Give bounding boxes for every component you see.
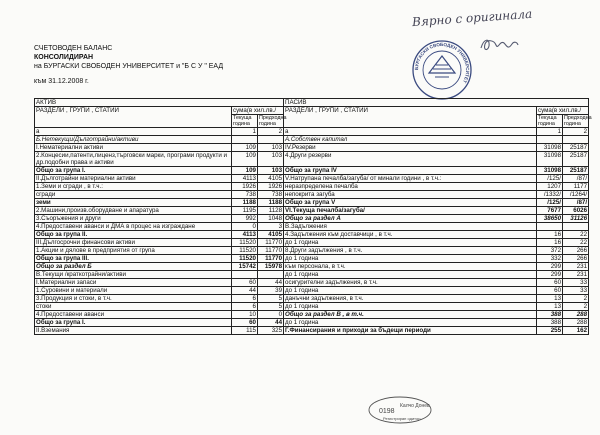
table-row — [35, 231, 589, 239]
pasiv-prev-value — [563, 136, 589, 144]
report-title: СЧЕТОВОДЕН БАЛАНС — [34, 45, 113, 52]
aktiv-prev-value: 4105 — [258, 231, 284, 239]
aktiv-item-label: 2.Концесии,патенти,лиценз,търговски марки, програми продукти и др.подобни права и активи — [35, 152, 232, 167]
pasiv-current-value: /125/ — [537, 175, 563, 183]
table-row — [35, 215, 589, 223]
pasiv-current-value — [537, 136, 563, 144]
table-row — [35, 311, 589, 319]
pasiv-prev-value: 2 — [563, 303, 589, 311]
aktiv-current-value: 1195 — [232, 207, 258, 215]
pasiv-current-value: 13 — [537, 295, 563, 303]
pasiv-item-label: 8.Други задължения , в т.ч. — [284, 247, 537, 255]
aktiv-prev-value: 103 — [258, 152, 284, 167]
aktiv-item-label: стоки — [35, 303, 232, 311]
pasiv-current-value: 299 — [537, 271, 563, 279]
pasiv-current-value: 372 — [537, 247, 563, 255]
aktiv-prev-value: 15978 — [258, 263, 284, 271]
aktiv-current-value: 60 — [232, 319, 258, 327]
aktiv-current-value: 992 — [232, 215, 258, 223]
pasiv-current-value: 31098 — [537, 144, 563, 152]
aktiv-prev-value: 4105 — [258, 175, 284, 183]
index-row-2: 2 — [258, 128, 284, 136]
pasiv-prev-value: 25187 — [563, 152, 589, 167]
aktiv-current-year-header: Текуща година — [232, 115, 258, 128]
pasiv-current-value: 60 — [537, 287, 563, 295]
index-row-a: а — [35, 128, 232, 136]
report-header — [34, 44, 223, 86]
aktiv-prev-value: 1926 — [258, 183, 284, 191]
entity-name: на БУРГАСКИ СВОБОДЕН УНИВЕРСИТЕТ и "Б С У " ЕАД — [34, 63, 224, 70]
pasiv-item-label: Общо за група V — [284, 199, 537, 207]
pasiv-prev-value — [563, 223, 589, 231]
aktiv-prev-value: 103 — [258, 144, 284, 152]
pasiv-item-label: 4.Задължения към доставчици , в т.ч. — [284, 231, 537, 239]
aktiv-item-label: 4.Предоставени аванси и ДМА в процес на изграждане — [35, 223, 232, 231]
pasiv-prev-value: 31126 — [563, 215, 589, 223]
table-row — [35, 175, 589, 183]
aktiv-item-label: земи — [35, 199, 232, 207]
table-row — [35, 287, 589, 295]
pasiv-item-label: В.Задължения — [284, 223, 537, 231]
pasiv-prev-year-header: Предходна година — [564, 115, 592, 127]
pasiv-heading: ПАСИВ — [284, 99, 589, 107]
aktiv-prev-value: 0 — [258, 311, 284, 319]
aktiv-item-label: Общо за група I. — [35, 319, 232, 327]
index-row-1: 1 — [232, 128, 258, 136]
aktiv-prev-value — [258, 136, 284, 144]
pasiv-item-label: към персонала, в т.ч. — [284, 263, 537, 271]
aktiv-item-label: 1.Суровини и материали — [35, 287, 232, 295]
pasiv-prev-value: 266 — [563, 247, 589, 255]
pasiv-item-label: до 1 година — [284, 239, 537, 247]
table-row — [35, 327, 589, 335]
aktiv-item-label: 4.Предоставени аванси — [35, 311, 232, 319]
aktiv-current-value: 15742 — [232, 263, 258, 271]
aktiv-current-value: 10 — [232, 311, 258, 319]
aktiv-prev-value: 1048 — [258, 215, 284, 223]
pasiv-item-label: Общо за раздел В , в т.ч. — [284, 311, 537, 319]
aktiv-current-value: 11520 — [232, 255, 258, 263]
pasiv-item-label: непокрита загуба — [284, 191, 537, 199]
pasiv-prev-value: 1177 — [563, 183, 589, 191]
table-row — [35, 271, 589, 279]
pasiv-prev-value: /1264/ — [563, 191, 589, 199]
aktiv-prev-value: 1188 — [258, 199, 284, 207]
pasiv-item-label: 4.Други резерви — [284, 152, 537, 167]
aktiv-current-value: 11520 — [232, 239, 258, 247]
aktiv-item-label: Общо за група I. — [35, 167, 232, 175]
handwritten-note: Вярно с оригинала — [411, 6, 533, 30]
aktiv-item-label: Б.Нетекущи/Дълготрайни/активи — [35, 136, 232, 144]
aktiv-current-value: 4113 — [232, 175, 258, 183]
aktiv-prev-value: 5 — [258, 303, 284, 311]
pasiv-current-value: 388 — [537, 319, 563, 327]
table-row — [35, 207, 589, 215]
pasiv-item-label: до 1 година — [284, 287, 537, 295]
table-row — [35, 152, 589, 167]
aktiv-item-label: 3.Съоръжения и други — [35, 215, 232, 223]
table-row — [35, 247, 589, 255]
pasiv-current-value: /125/ — [537, 199, 563, 207]
aktiv-current-value: 0 — [232, 223, 258, 231]
pasiv-current-value: 332 — [537, 255, 563, 263]
aktiv-current-value: 4113 — [232, 231, 258, 239]
aktiv-prev-year-header: Предходна година — [259, 115, 287, 127]
aktiv-item-label: В.Текущи /краткотрайни/активи — [35, 271, 232, 279]
pasiv-prev-value: 266 — [563, 255, 589, 263]
pasiv-sections-header: РАЗДЕЛИ , ГРУПИ , СТАТИИ — [284, 107, 537, 128]
seal-text: БУРГАСКИ СВОБОДЕН УНИВЕРСИТЕТ — [413, 41, 471, 84]
aktiv-item-label: I.Нематериални активи — [35, 144, 232, 152]
pasiv-item-label: Г.Финансирания и приходи за бъдещи периоди — [284, 327, 537, 335]
aktiv-prev-value — [258, 271, 284, 279]
table-row — [35, 136, 589, 144]
pasiv-item-label: А.Собствен капитал — [284, 136, 537, 144]
aktiv-current-value: 109 — [232, 144, 258, 152]
aktiv-current-value — [232, 136, 258, 144]
pasiv-item-label: до 1 година — [284, 255, 537, 263]
stamp-number: 0198 — [379, 408, 395, 415]
aktiv-item-label: Общо за група II. — [35, 231, 232, 239]
table-row — [35, 319, 589, 327]
pasiv-item-label: IV.Резерви — [284, 144, 537, 152]
aktiv-current-value: 738 — [232, 191, 258, 199]
pasiv-current-value: 299 — [537, 263, 563, 271]
pasiv-current-value: 16 — [537, 231, 563, 239]
pasiv-prev-value: 231 — [563, 271, 589, 279]
pasiv-item-label: до 1 година — [284, 303, 537, 311]
pasiv-current-value: 16 — [537, 239, 563, 247]
pasiv-prev-value: 25187 — [563, 167, 589, 175]
aktiv-current-value: 6 — [232, 303, 258, 311]
pasiv-prev-value: 162 — [563, 327, 589, 335]
table-row — [35, 279, 589, 287]
aktiv-current-value: 11520 — [232, 247, 258, 255]
auditor-stamp-icon — [367, 395, 433, 425]
table-row — [35, 303, 589, 311]
table-row — [35, 223, 589, 231]
aktiv-prev-value: 738 — [258, 191, 284, 199]
pasiv-prev-value: 33 — [563, 279, 589, 287]
table-row — [35, 144, 589, 152]
pasiv-item-label: VI.Текуща печалба/загуба/ — [284, 207, 537, 215]
pasiv-current-value: /1332/ — [537, 191, 563, 199]
index-row-1: 1 — [537, 128, 563, 136]
aktiv-item-label: II.Вземания — [35, 327, 232, 335]
table-row — [35, 239, 589, 247]
aktiv-item-label: 3.Продукция и стоки, в т.ч. — [35, 295, 232, 303]
aktiv-sum-header: сума(в хил.лв./ — [232, 107, 284, 115]
pasiv-prev-value: 6026 — [563, 207, 589, 215]
index-row-2: 2 — [563, 128, 589, 136]
table-row — [35, 167, 589, 175]
aktiv-current-value — [232, 271, 258, 279]
pasiv-current-value: 31098 — [537, 167, 563, 175]
aktiv-item-label: I.Материални запаси — [35, 279, 232, 287]
university-seal-icon — [411, 39, 473, 101]
pasiv-prev-value: 22 — [563, 239, 589, 247]
aktiv-item-label: 2.Машини,произв.оборудване и апаратура — [35, 207, 232, 215]
pasiv-current-value: 13 — [537, 303, 563, 311]
pasiv-current-value: 38650 — [537, 215, 563, 223]
table-row — [35, 263, 589, 271]
aktiv-item-label: Общо за група III. — [35, 255, 232, 263]
table-row — [35, 295, 589, 303]
pasiv-item-label: данъчни задължения, в т.ч. — [284, 295, 537, 303]
aktiv-current-value: 115 — [232, 327, 258, 335]
pasiv-prev-value: 288 — [563, 311, 589, 319]
table-row — [35, 191, 589, 199]
aktiv-prev-value: 39 — [258, 287, 284, 295]
pasiv-item-label: до 1 година — [284, 319, 537, 327]
pasiv-item-label: осигурителни задължения, в т.ч. — [284, 279, 537, 287]
aktiv-prev-value: 5 — [258, 295, 284, 303]
pasiv-prev-value: /87/ — [563, 199, 589, 207]
aktiv-item-label: III.Дългосрочни финансови активи — [35, 239, 232, 247]
pasiv-current-value — [537, 223, 563, 231]
pasiv-current-value: 31098 — [537, 152, 563, 167]
aktiv-current-value: 109 — [232, 167, 258, 175]
pasiv-prev-value: 22 — [563, 231, 589, 239]
signature-icon — [478, 36, 520, 54]
pasiv-current-value: 7677 — [537, 207, 563, 215]
aktiv-prev-value: 44 — [258, 319, 284, 327]
aktiv-current-value: 1188 — [232, 199, 258, 207]
aktiv-current-value: 44 — [232, 287, 258, 295]
index-row-a: а — [284, 128, 537, 136]
aktiv-item-label: сгради — [35, 191, 232, 199]
pasiv-prev-value: 288 — [563, 319, 589, 327]
pasiv-item-label: Общо за група IV — [284, 167, 537, 175]
pasiv-current-value: 60 — [537, 279, 563, 287]
table-row — [35, 255, 589, 263]
aktiv-item-label: 1.Земи и сгради , в т.ч.: — [35, 183, 232, 191]
aktiv-item-label: 1.Акции и дялове в предприятия от група — [35, 247, 232, 255]
aktiv-prev-value: 11770 — [258, 247, 284, 255]
aktiv-prev-value: 1128 — [258, 207, 284, 215]
pasiv-prev-value: 25187 — [563, 144, 589, 152]
pasiv-current-year-header: Текуща година — [537, 115, 563, 128]
pasiv-item-label: Общо за раздел А — [284, 215, 537, 223]
aktiv-item-label: Общо за раздел Б — [35, 263, 232, 271]
aktiv-prev-value: 103 — [258, 167, 284, 175]
report-date: към 31.12.2008 г. — [34, 78, 89, 85]
pasiv-item-label: неразпределена печалба — [284, 183, 537, 191]
report-subtitle: КОНСОЛИДИРАН — [34, 54, 94, 61]
stamp-name: Калчо Донев — [400, 403, 430, 409]
aktiv-prev-value: 11770 — [258, 255, 284, 263]
pasiv-item-label: до 1 година — [284, 271, 537, 279]
aktiv-current-value: 60 — [232, 279, 258, 287]
aktiv-current-value: 1926 — [232, 183, 258, 191]
aktiv-current-value: 109 — [232, 152, 258, 167]
table-row — [35, 199, 589, 207]
aktiv-prev-value: 325 — [258, 327, 284, 335]
pasiv-current-value: 1207 — [537, 183, 563, 191]
pasiv-prev-value: 2 — [563, 295, 589, 303]
aktiv-heading: АКТИВ — [35, 99, 284, 107]
pasiv-current-value: 388 — [537, 311, 563, 319]
aktiv-sections-header: РАЗДЕЛИ , ГРУПИ , СТАТИИ — [35, 107, 232, 128]
pasiv-current-value: 255 — [537, 327, 563, 335]
pasiv-prev-value: 231 — [563, 263, 589, 271]
balance-sheet-table — [34, 98, 592, 335]
pasiv-sum-header: сума(в хил.лв./ — [537, 107, 589, 115]
pasiv-prev-value: /87/ — [563, 175, 589, 183]
aktiv-current-value: 6 — [232, 295, 258, 303]
aktiv-prev-value: 11770 — [258, 239, 284, 247]
pasiv-item-label: V.Натрупана печалба/загуба/ от минали години , в т.ч.: — [284, 175, 537, 183]
stamp-role: Регистриран одитор — [383, 416, 421, 421]
pasiv-prev-value: 33 — [563, 287, 589, 295]
aktiv-item-label: II.Дълготрайни материални активи — [35, 175, 232, 183]
aktiv-prev-value: 3 — [258, 223, 284, 231]
table-row — [35, 183, 589, 191]
aktiv-prev-value: 44 — [258, 279, 284, 287]
